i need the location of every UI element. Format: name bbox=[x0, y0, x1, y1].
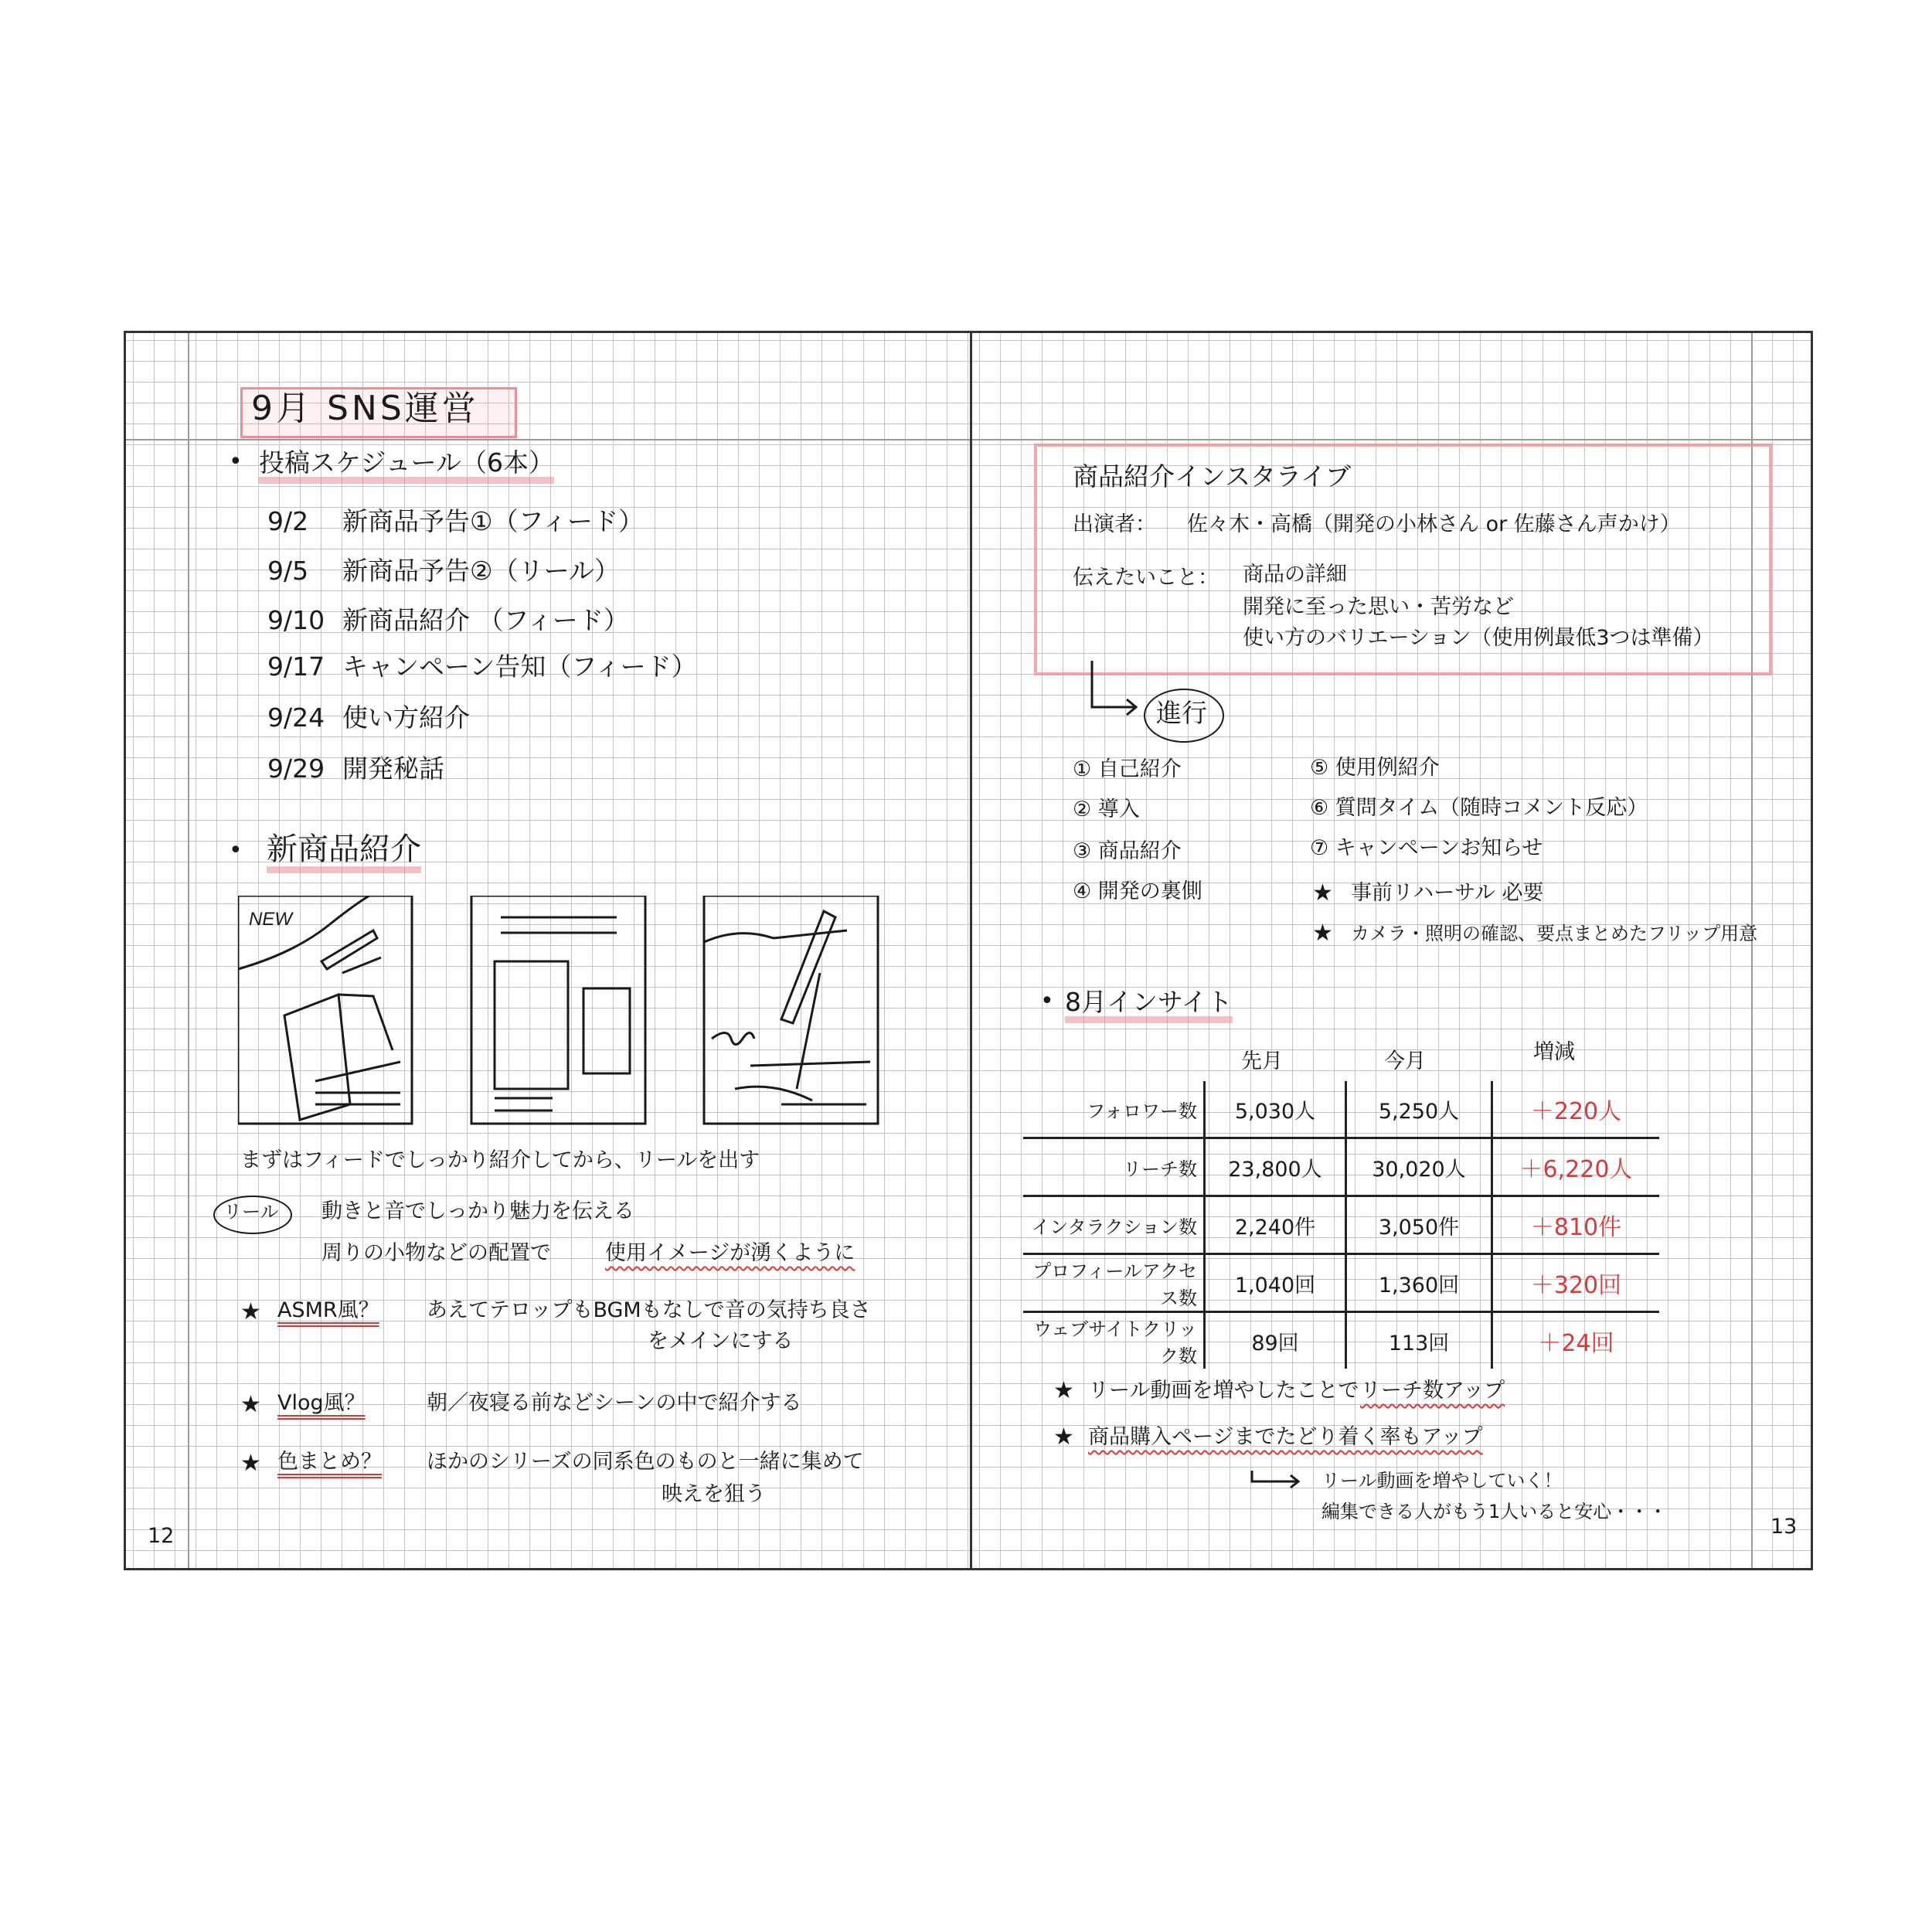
star-icon: ★ bbox=[1053, 1423, 1074, 1451]
prev-value: 1,040回 bbox=[1205, 1254, 1346, 1312]
table-row bbox=[1023, 1312, 1659, 1369]
top-rule bbox=[126, 439, 970, 440]
live-title: 商品紹介インスタライブ bbox=[1073, 461, 1352, 492]
prev-value: 89回 bbox=[1205, 1312, 1346, 1369]
arrow-icon bbox=[1088, 661, 1142, 723]
row-label: インタラクション数 bbox=[1023, 1196, 1205, 1254]
schedule-item: キャンペーン告知（フィード） bbox=[342, 651, 697, 682]
star-icon: ★ bbox=[240, 1298, 261, 1325]
prev-value: 23,800人 bbox=[1205, 1138, 1346, 1196]
star-icon: ★ bbox=[1053, 1377, 1074, 1404]
new-label: NEW bbox=[249, 909, 292, 930]
schedule-date: 9/29 bbox=[267, 753, 325, 784]
arrow-icon bbox=[1250, 1469, 1304, 1492]
feed-note: まずはフィードでしっかり紹介してから、リールを出す bbox=[240, 1148, 760, 1172]
idea-title: ASMR風？ bbox=[277, 1298, 379, 1322]
table-row bbox=[1023, 1196, 1659, 1254]
step-item: ① 自己紹介 bbox=[1073, 757, 1182, 781]
storyboard-sketches bbox=[238, 896, 934, 1135]
row-label: リーチ数 bbox=[1023, 1138, 1205, 1196]
left-page bbox=[126, 333, 970, 1568]
schedule-item: 新商品予告①（フィード） bbox=[342, 506, 644, 536]
row-label: フォロワー数 bbox=[1023, 1081, 1205, 1138]
insight-table bbox=[1023, 1081, 1659, 1369]
cast-label: 出演者： bbox=[1073, 512, 1156, 536]
curr-value: 5,250人 bbox=[1346, 1081, 1492, 1138]
schedule-item: 新商品予告②（リール） bbox=[342, 556, 620, 586]
curr-value: 1,360回 bbox=[1346, 1254, 1492, 1312]
step-item: ③ 商品紹介 bbox=[1073, 839, 1182, 863]
note-item: 事前リハーサル 必要 bbox=[1351, 881, 1544, 905]
finding-1a: リール動画を増やしたことで bbox=[1088, 1379, 1359, 1403]
message-item: 開発に至った思い・苦労など bbox=[1243, 595, 1514, 619]
finding-2: 商品購入ページまでたどり着く率もアップ bbox=[1088, 1425, 1483, 1449]
schedule-heading: 投稿スケジュール（6本） bbox=[259, 449, 554, 484]
prev-value: 5,030人 bbox=[1205, 1081, 1346, 1138]
reel-line-1: 動きと音でしっかり魅力を伝える bbox=[321, 1199, 634, 1223]
sketch-panel-writing bbox=[704, 896, 878, 1124]
curr-value: 3,050件 bbox=[1346, 1196, 1492, 1254]
idea-title: 色まとめ？ bbox=[277, 1450, 382, 1474]
star-icon: ★ bbox=[240, 1391, 261, 1418]
star-icon: ★ bbox=[240, 1450, 261, 1477]
progress-label: 進行 bbox=[1156, 698, 1207, 728]
cast-value: 佐々木・高橋（開発の小林さん or 佐藤さん声かけ） bbox=[1187, 512, 1681, 536]
step-item: ⑦ キャンペーンお知らせ bbox=[1310, 836, 1543, 860]
top-rule bbox=[972, 439, 1813, 440]
page-number: 12 bbox=[148, 1524, 175, 1548]
diff-value: ＋220人 bbox=[1492, 1081, 1660, 1138]
schedule-item: 新商品紹介 （フィード） bbox=[342, 605, 629, 635]
schedule-item: 使い方紹介 bbox=[342, 702, 470, 733]
schedule-item: 開発秘話 bbox=[342, 753, 444, 784]
sketch-panel-layout bbox=[471, 896, 645, 1124]
schedule-date: 9/24 bbox=[267, 702, 325, 733]
bullet-icon: • bbox=[229, 837, 243, 864]
reel-tag: リール bbox=[223, 1201, 279, 1223]
row-label: プロフィールアクセス数 bbox=[1023, 1254, 1205, 1312]
table-header-diff: 増減 bbox=[1533, 1040, 1575, 1064]
diff-value: ＋24回 bbox=[1538, 1330, 1614, 1357]
margin-rule bbox=[188, 333, 189, 1570]
bullet-icon: • bbox=[1040, 988, 1054, 1015]
table-header-curr: 今月 bbox=[1384, 1049, 1426, 1073]
idea-line-1: ほかのシリーズの同系色のものと一緒に集めて bbox=[427, 1450, 864, 1474]
idea-line-1: あえてテロップもBGMもなしで音の気持ち良さ bbox=[427, 1298, 871, 1322]
step-item: ② 導入 bbox=[1073, 798, 1140, 821]
idea-line-1: 朝／夜寝る前などシーンの中で紹介する bbox=[427, 1391, 802, 1415]
note-item: カメラ・照明の確認、要点まとめたフリップ用意 bbox=[1351, 923, 1758, 944]
schedule-date: 9/10 bbox=[267, 605, 325, 635]
page-number: 13 bbox=[1770, 1515, 1798, 1539]
followup-2: 編集できる人がもう1人いると安心・・・ bbox=[1321, 1501, 1668, 1522]
prev-value: 2,240件 bbox=[1205, 1196, 1346, 1254]
step-item: ⑤ 使用例紹介 bbox=[1310, 756, 1440, 780]
schedule-date: 9/17 bbox=[267, 651, 325, 682]
reel-line-2b: 使用イメージが湧くように bbox=[605, 1241, 855, 1265]
finding-1b: リーチ数アップ bbox=[1360, 1379, 1505, 1403]
right-page bbox=[972, 333, 1813, 1568]
curr-value: 113回 bbox=[1346, 1312, 1492, 1369]
star-icon: ★ bbox=[1312, 920, 1333, 947]
page-title: 9月 SNS運営 bbox=[251, 389, 479, 428]
notebook-spread bbox=[124, 331, 1813, 1570]
message-label: 伝えたいこと： bbox=[1073, 566, 1219, 590]
bullet-icon: • bbox=[229, 448, 243, 475]
diff-value: ＋6,220人 bbox=[1492, 1138, 1660, 1196]
sketch-panel-new-product bbox=[238, 896, 412, 1124]
diff-value: ＋810件 bbox=[1492, 1196, 1660, 1254]
step-item: ⑥ 質問タイム（随時コメント反応） bbox=[1310, 796, 1648, 820]
message-item: 商品の詳細 bbox=[1243, 563, 1347, 587]
table-header-prev: 先月 bbox=[1241, 1049, 1283, 1073]
step-item: ④ 開発の裏側 bbox=[1073, 879, 1202, 903]
diff-value: ＋320回 bbox=[1492, 1254, 1660, 1312]
insight-heading: 8月インサイト bbox=[1065, 988, 1233, 1023]
idea-line-2: 映えを狙う bbox=[662, 1482, 766, 1506]
followup-1: リール動画を増やしていく！ bbox=[1321, 1470, 1563, 1492]
curr-value: 30,020人 bbox=[1346, 1138, 1492, 1196]
message-item: 使い方のバリエーション（使用例最低3つは準備） bbox=[1243, 626, 1714, 650]
schedule-date: 9/5 bbox=[267, 556, 309, 586]
table-row bbox=[1023, 1254, 1659, 1312]
star-icon: ★ bbox=[1312, 879, 1333, 906]
product-heading: 新商品紹介 bbox=[267, 832, 421, 873]
reel-line-2a: 周りの小物などの配置で bbox=[321, 1241, 551, 1265]
schedule-date: 9/2 bbox=[267, 506, 309, 536]
table-row bbox=[1023, 1138, 1659, 1196]
table-row bbox=[1023, 1081, 1659, 1138]
row-label: ウェブサイトクリック数 bbox=[1023, 1312, 1205, 1369]
idea-title: Vlog風？ bbox=[277, 1391, 366, 1415]
idea-line-2: をメインにする bbox=[648, 1329, 794, 1353]
